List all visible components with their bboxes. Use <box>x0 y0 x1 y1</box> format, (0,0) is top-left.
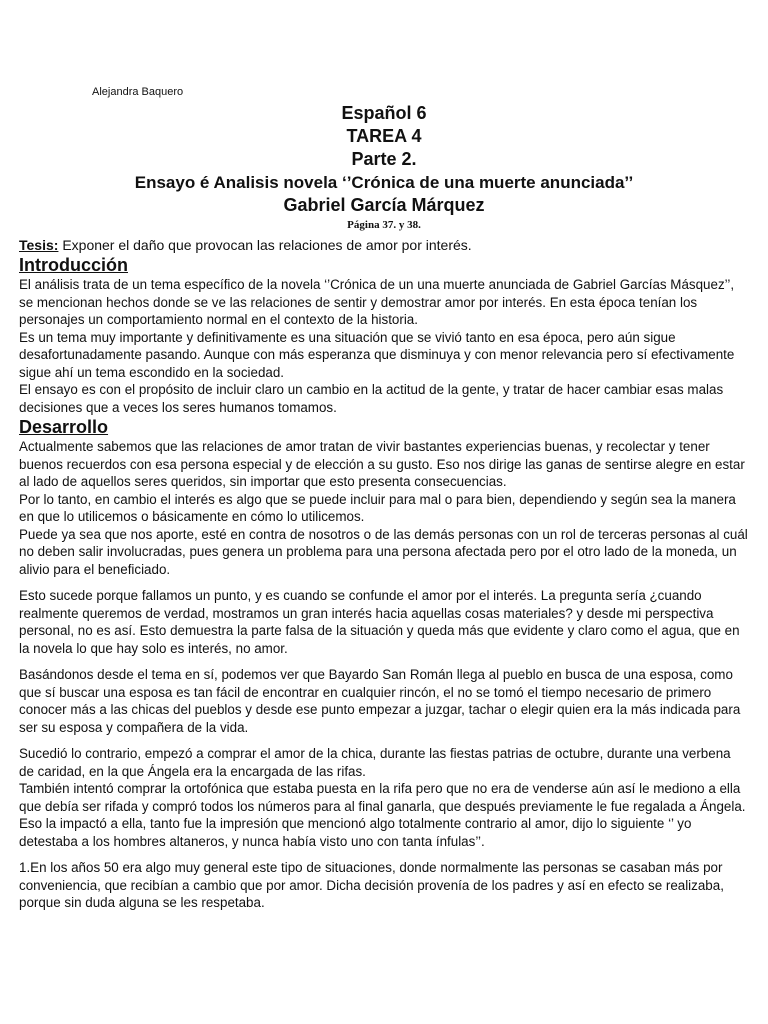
assignment-title: TAREA 4 <box>346 126 422 146</box>
essay-title: Ensayo é Analisis novela ‘’Crónica de una muerte anunciada’’ <box>134 173 634 192</box>
thesis-label: Tesis: <box>19 237 59 253</box>
development-paragraph: Basándonos desde el tema en sí, podemos ver que Bayardo San Román llega al pueblo en busca de una esposa, como que sí buscar una esposa es tan fácil de encontrar en cualquier rincón, el no se tomó el tiempo necesario de primero conocer más a las chicas del pueblos y desde ese punto empezar a juzgar, tachar o elegir quien era la más indicada para ser su esposa y compañera de la vida. <box>19 667 741 735</box>
part-title: Parte 2. <box>351 149 417 169</box>
development-paragraph: Puede ya sea que nos aporte, esté en contra de nosotros o de las demás personas con un rol de terceras personas al cuál no deben salir involucradas, pues genera un problema para una persona afectada pero por el otro lado de la moneda, un alivio para el beneficiado. <box>19 526 748 577</box>
development-paragraph: 1.En los años 50 era algo muy general este tipo de situaciones, donde normalmente las personas se casaban más por conveniencia, que recibían a cambio que por amor. Dicha decisión provenía de los padres y así en efecto se realizaba, porque sin duda alguna se les respetaba. <box>19 860 724 910</box>
introduction-heading: Introducción <box>19 255 128 275</box>
intro-paragraph: El ensayo es con el propósito de incluir claro un cambio en la actitud de la gente, y tratar de hacer cambiar esas malas decisiones que a veces los seres humanos tomamos. <box>19 382 724 415</box>
book-author-title: Gabriel García Márquez <box>283 195 485 215</box>
subject-title: Español 6 <box>341 103 427 123</box>
intro-paragraph: Es un tema muy importante y definitivamente es una situación que se vivió tanto en esa época, pero aún sigue desafortunadamente pasando. Aunque con más esperanza que disminuya y con menor relevancia pero sí efectivamente sigue ahí un tema escondido en la sociedad. <box>19 329 735 380</box>
development-paragraph: También intentó comprar la ortofónica que estaba puesta en la rifa pero que no era de venderse aún así le mediono a ella que debía ser rifada y compró todos los números para al final ganarla, que después previamente le fue regalada a Ángela. Eso la impactó a ella, tanto fue la impresión que mencionó algo totalmente contrario al amor, dijo lo siguiente ‘’ yo detestaba a los hombres altaneros, y nunca había visto uno con tanta ínfulas’’. <box>19 781 746 849</box>
essay-body <box>19 236 749 912</box>
author-name: Alejandra Baquero <box>92 86 184 98</box>
development-heading: Desarrollo <box>19 417 109 437</box>
thesis-text: Exponer el daño que provocan las relaciones de amor por interés. <box>58 237 472 253</box>
title-block <box>19 102 749 232</box>
development-paragraph: Actualmente sabemos que las relaciones de amor tratan de vivir bastantes experiencias buenas, y recolectar y tener buenos recuerdos con esa persona especial y de elección a su gusto. Eso nos dirige las ganas de sentirse alegre en estar al lado de aquellos seres queridos, sin importar que esto presenta consecuencias. <box>19 439 745 489</box>
development-paragraph: Sucedió lo contrario, empezó a comprar el amor de la chica, durante las fiestas patrias de octubre, durante una verbena de caridad, en la que Ángela era la encargada de las rifas. <box>19 746 731 779</box>
thesis-statement <box>19 236 749 254</box>
page-reference: Página 37. y 38. <box>347 219 421 231</box>
development-paragraph: Esto sucede porque fallamos un punto, y es cuando se confunde el amor por el interés. La pregunta sería ¿cuando realmente queremos de verdad, mostramos un gran interés hacia aquellas cosas materiales? y desde mi perspectiva personal, no es así. Esto demuestra la parte falsa de la situación y queda más que evidente y claro como el agua, que en la novela lo que hay solo es interés, no amor. <box>19 588 740 656</box>
intro-paragraph: El análisis trata de un tema específico de la novela ‘’Crónica de un una muerte anunciada de Gabriel Garcías Másquez’’, se mencionan hechos donde se ve las relaciones de sentir y demostrar amor por interés. En esta época tenían los personajes un comportamiento normal en el contexto de la historia. <box>19 277 735 327</box>
development-paragraph: Por lo tanto, en cambio el interés es algo que se puede incluir para mal o para bien, dependiendo y según sea la manera en que lo utilicemos o básicamente en cómo lo utilicemos. <box>19 491 736 524</box>
